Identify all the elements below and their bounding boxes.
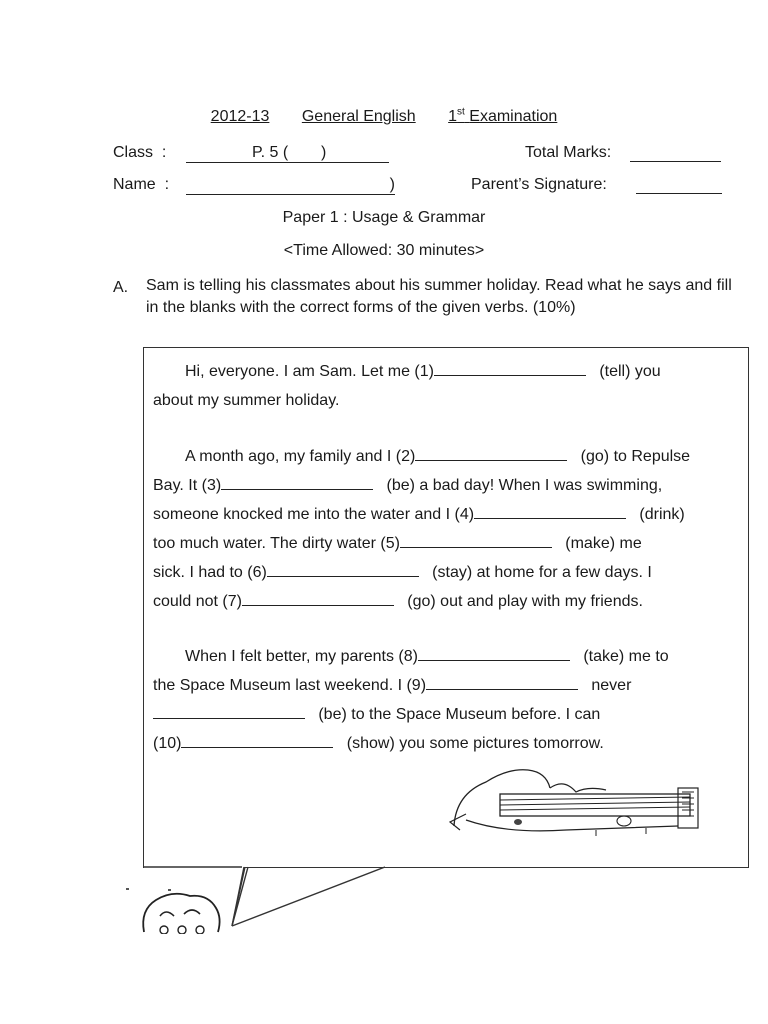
name-label: Name : (113, 176, 170, 193)
class-close: ) (321, 144, 327, 161)
scan-speck (126, 888, 129, 890)
space-museum-illustration (446, 764, 702, 838)
story-paragraph-3: When I felt better, my parents (8) (take) me to the Space Museum last weekend. I (9) never (be) to the Space Museum before. I can (10) (show) you some pictures tomorrow. (153, 648, 669, 752)
cartoon-face-illustration (138, 886, 228, 934)
story-paragraph-1: Hi, everyone. I am Sam. Let me (1) (tell) you about my summer holiday. (153, 363, 661, 409)
story-paragraph-2: A month ago, my family and I (2) (go) to Repulse Bay. It (3) (be) a bad day! When I was swimming, someone knocked me into the water and I (4) (drink) too much water. The dirty water (5) (make) me sick. I had to (6) (stay) at home for a few days. I could not (7) (go) out and play with my friends. (153, 448, 691, 610)
blank-8[interactable] (418, 646, 570, 661)
exam-subject: General English (301, 108, 416, 126)
class-value: P. 5 ( (252, 144, 289, 161)
blank-9[interactable] (426, 675, 578, 690)
exam-year: 2012-13 (210, 108, 270, 126)
blank-1[interactable] (434, 361, 586, 376)
total-marks-label: Total Marks: (525, 144, 612, 161)
blank-7[interactable] (242, 591, 394, 606)
question-letter: A. (113, 279, 129, 296)
exam-header (0, 107, 768, 126)
time-allowed: <Time Allowed: 30 minutes> (283, 242, 485, 259)
signature-field[interactable] (636, 176, 722, 194)
signature-label: Parent’s Signature: (471, 176, 607, 193)
class-label: Class : (113, 144, 167, 161)
blank-10[interactable] (181, 733, 333, 748)
blank-5[interactable] (400, 533, 552, 548)
blank-6[interactable] (267, 562, 419, 577)
name-field[interactable] (186, 176, 395, 195)
scan-speck (168, 889, 171, 891)
paper-title: Paper 1 : Usage & Grammar (282, 209, 486, 226)
name-close: ) (389, 176, 395, 193)
speech-bubble-tail-line (230, 866, 750, 930)
total-marks-field[interactable] (630, 144, 721, 162)
class-field[interactable] (186, 144, 389, 163)
exam-title: 1st Examination (448, 107, 558, 126)
blank-3[interactable] (221, 475, 373, 490)
blank-9b[interactable] (153, 704, 305, 719)
blank-2[interactable] (415, 446, 567, 461)
question-instruction: Sam is telling his classmates about his summer holiday. Read what he says and fill in the blanks with the correct forms of the given verbs. (10%) (146, 277, 732, 316)
blank-4[interactable] (474, 504, 626, 519)
